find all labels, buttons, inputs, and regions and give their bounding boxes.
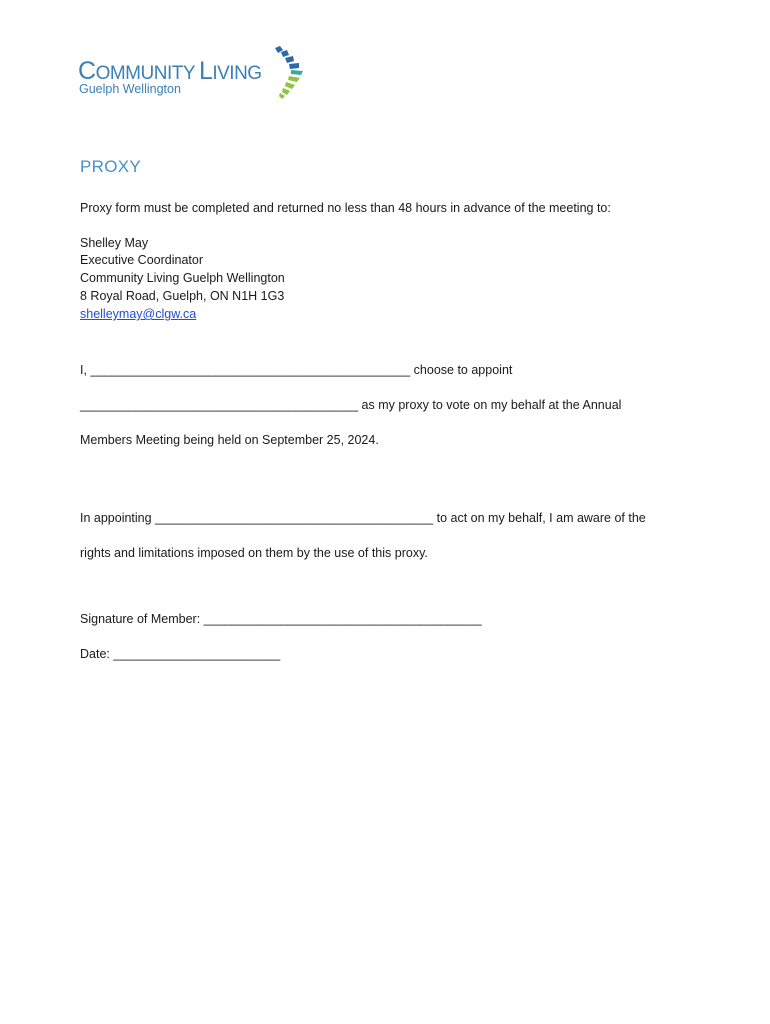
signature-line: Signature of Member: ________________________________________: [80, 612, 482, 626]
organization-logo: [78, 44, 304, 100]
logo-wordmark: COMMUNITY LIVING: [78, 57, 262, 85]
intro-text: Proxy form must be completed and returned no less than 48 hours in advance of the meeting to:: [80, 201, 611, 215]
proxy-line: ________________________________________ as my proxy to vote on my behalf at the Annual: [80, 398, 622, 412]
contact-organization: Community Living Guelph Wellington: [80, 271, 285, 285]
contact-role: Executive Coordinator: [80, 253, 203, 267]
meeting-line: Members Meeting being held on September 25, 2024.: [80, 433, 379, 447]
page-title: PROXY: [80, 157, 142, 176]
appointing-line: In appointing ________________________________________ to act on my behalf, I am aware of the: [80, 511, 646, 525]
date-line: Date: ________________________: [80, 647, 281, 661]
logo-diamond-icon: [271, 44, 305, 100]
rights-line: rights and limitations imposed on them by the use of this proxy.: [80, 546, 428, 560]
logo-subtitle: Guelph Wellington: [79, 82, 181, 96]
appointer-line: I, ______________________________________________ choose to appoint: [80, 363, 513, 377]
contact-email-link[interactable]: shelleymay@clgw.ca: [80, 307, 197, 321]
contact-name: Shelley May: [80, 236, 149, 250]
contact-address: 8 Royal Road, Guelph, ON N1H 1G3: [80, 289, 285, 303]
